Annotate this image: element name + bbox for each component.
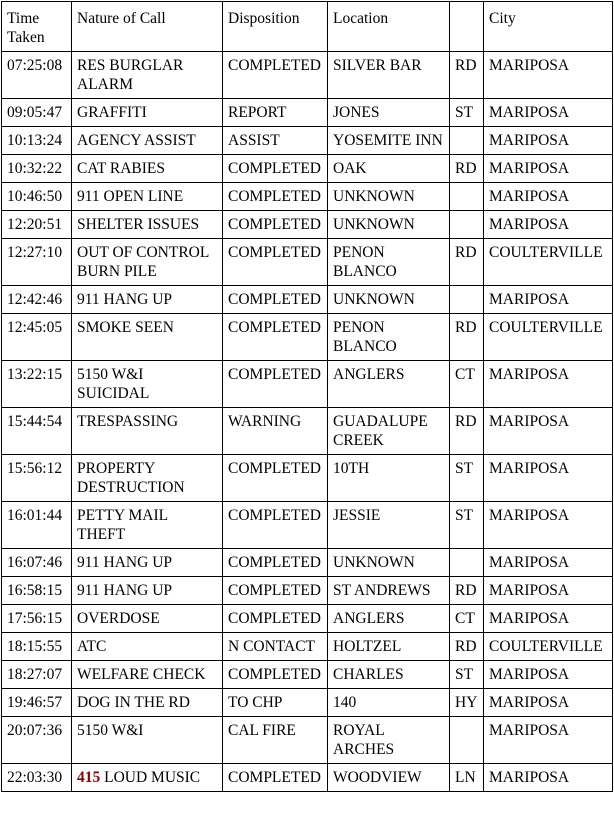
table-row	[2, 52, 613, 99]
call-text: OVERDOSE	[77, 610, 160, 627]
time-cell: 12:20:51	[2, 211, 72, 239]
suffix-cell: CT	[450, 605, 484, 633]
suffix-cell	[450, 183, 484, 211]
city-cell: MARIPOSA	[484, 99, 613, 127]
disposition-cell: WARNING	[223, 408, 328, 455]
nature-of-call-cell	[72, 502, 223, 549]
disposition-cell: COMPLETED	[223, 764, 328, 792]
suffix-cell: HY	[450, 689, 484, 717]
disposition-cell: COMPLETED	[223, 314, 328, 361]
city-cell: COULTERVILLE	[484, 633, 613, 661]
table-row	[2, 689, 613, 717]
call-text: LOUD MUSIC	[100, 769, 201, 786]
time-cell: 10:46:50	[2, 183, 72, 211]
time-cell: 16:07:46	[2, 549, 72, 577]
call-text: OUT OF CONTROL BURN PILE	[77, 244, 213, 280]
nature-of-call-cell	[72, 549, 223, 577]
call-text: PROPERTY DESTRUCTION	[77, 460, 185, 496]
location-cell: UNKNOWN	[328, 286, 450, 314]
time-cell: 16:58:15	[2, 577, 72, 605]
table-row	[2, 211, 613, 239]
city-cell: MARIPOSA	[484, 661, 613, 689]
header-suffix	[450, 2, 484, 52]
header-city: City	[484, 2, 613, 52]
location-cell: GUADALUPE CREEK	[328, 408, 450, 455]
call-text: WELFARE CHECK	[77, 666, 206, 683]
suffix-cell: RD	[450, 633, 484, 661]
location-cell: 140	[328, 689, 450, 717]
table-row	[2, 633, 613, 661]
location-cell: PENON BLANCO	[328, 314, 450, 361]
city-cell: MARIPOSA	[484, 717, 613, 764]
location-cell: UNKNOWN	[328, 211, 450, 239]
call-text: AGENCY ASSIST	[77, 132, 196, 149]
disposition-cell: COMPLETED	[223, 577, 328, 605]
nature-of-call-cell	[72, 577, 223, 605]
disposition-cell: N CONTACT	[223, 633, 328, 661]
call-text: SMOKE SEEN	[77, 319, 174, 336]
call-text: 5150 W&I SUICIDAL	[77, 366, 150, 402]
city-cell: MARIPOSA	[484, 689, 613, 717]
table-row	[2, 155, 613, 183]
call-text: 911 HANG UP	[77, 582, 173, 599]
call-text: 911 HANG UP	[77, 554, 173, 571]
suffix-cell: RD	[450, 577, 484, 605]
table-row	[2, 577, 613, 605]
call-text: DOG IN THE RD	[77, 694, 190, 711]
suffix-cell: ST	[450, 661, 484, 689]
location-cell: JONES	[328, 99, 450, 127]
city-cell: MARIPOSA	[484, 211, 613, 239]
city-cell: MARIPOSA	[484, 502, 613, 549]
location-cell: 10TH	[328, 455, 450, 502]
city-cell: MARIPOSA	[484, 577, 613, 605]
nature-of-call-cell	[72, 99, 223, 127]
location-cell: OAK	[328, 155, 450, 183]
time-cell: 13:22:15	[2, 361, 72, 408]
disposition-cell: COMPLETED	[223, 183, 328, 211]
disposition-cell: COMPLETED	[223, 661, 328, 689]
table-row	[2, 717, 613, 764]
call-text: ATC	[77, 638, 107, 655]
suffix-cell: ST	[450, 455, 484, 502]
nature-of-call-cell	[72, 633, 223, 661]
nature-of-call-cell	[72, 455, 223, 502]
nature-of-call-cell	[72, 661, 223, 689]
suffix-cell: RD	[450, 155, 484, 183]
call-text: 911 HANG UP	[77, 291, 173, 308]
city-cell: MARIPOSA	[484, 127, 613, 155]
time-cell: 16:01:44	[2, 502, 72, 549]
disposition-cell: COMPLETED	[223, 605, 328, 633]
time-cell: 17:56:15	[2, 605, 72, 633]
city-cell: MARIPOSA	[484, 52, 613, 99]
nature-of-call-cell	[72, 689, 223, 717]
time-cell: 18:27:07	[2, 661, 72, 689]
suffix-cell: RD	[450, 52, 484, 99]
header-disposition: Disposition	[223, 2, 328, 52]
table-row	[2, 183, 613, 211]
suffix-cell: ST	[450, 502, 484, 549]
city-cell: MARIPOSA	[484, 549, 613, 577]
table-row	[2, 239, 613, 286]
table-row	[2, 455, 613, 502]
table-row	[2, 549, 613, 577]
table-row	[2, 361, 613, 408]
location-cell: YOSEMITE INN	[328, 127, 450, 155]
nature-of-call-cell	[72, 408, 223, 455]
table-row	[2, 314, 613, 361]
city-cell: MARIPOSA	[484, 455, 613, 502]
call-text: TRESPASSING	[77, 413, 179, 430]
table-row	[2, 127, 613, 155]
disposition-cell: COMPLETED	[223, 361, 328, 408]
header-time-taken: Time Taken	[2, 2, 72, 52]
table-row	[2, 661, 613, 689]
location-cell: UNKNOWN	[328, 183, 450, 211]
location-cell: UNKNOWN	[328, 549, 450, 577]
call-text: PETTY MAIL THEFT	[77, 507, 172, 543]
call-text: 5150 W&I	[77, 722, 144, 739]
location-cell: PENON BLANCO	[328, 239, 450, 286]
nature-of-call-cell	[72, 605, 223, 633]
suffix-cell: RD	[450, 408, 484, 455]
suffix-cell: LN	[450, 764, 484, 792]
table-row	[2, 764, 613, 792]
nature-of-call-cell	[72, 183, 223, 211]
nature-of-call-cell	[72, 717, 223, 764]
disposition-cell: COMPLETED	[223, 502, 328, 549]
disposition-cell: COMPLETED	[223, 286, 328, 314]
suffix-cell: ST	[450, 99, 484, 127]
call-text: CAT RABIES	[77, 160, 165, 177]
disposition-cell: COMPLETED	[223, 52, 328, 99]
location-cell: HOLTZEL	[328, 633, 450, 661]
location-cell: ROYAL ARCHES	[328, 717, 450, 764]
disposition-cell: COMPLETED	[223, 211, 328, 239]
call-log-table	[1, 1, 613, 792]
table-row	[2, 99, 613, 127]
call-code-highlight: 415	[77, 769, 101, 786]
disposition-cell: COMPLETED	[223, 455, 328, 502]
time-cell: 19:46:57	[2, 689, 72, 717]
disposition-cell: REPORT	[223, 99, 328, 127]
call-text: RES BURGLAR ALARM	[77, 57, 187, 93]
nature-of-call-cell	[72, 314, 223, 361]
city-cell: MARIPOSA	[484, 361, 613, 408]
time-cell: 12:42:46	[2, 286, 72, 314]
header-nature-of-call: Nature of Call	[72, 2, 223, 52]
call-text: GRAFFITI	[77, 104, 147, 121]
table-row	[2, 286, 613, 314]
call-text: SHELTER ISSUES	[77, 216, 200, 233]
time-cell: 07:25:08	[2, 52, 72, 99]
nature-of-call-cell	[72, 239, 223, 286]
disposition-cell: TO CHP	[223, 689, 328, 717]
disposition-cell: ASSIST	[223, 127, 328, 155]
time-cell: 10:13:24	[2, 127, 72, 155]
suffix-cell	[450, 286, 484, 314]
table-row	[2, 502, 613, 549]
nature-of-call-cell	[72, 211, 223, 239]
time-cell: 15:44:54	[2, 408, 72, 455]
time-cell: 10:32:22	[2, 155, 72, 183]
disposition-cell: COMPLETED	[223, 239, 328, 286]
nature-of-call-cell	[72, 286, 223, 314]
time-cell: 15:56:12	[2, 455, 72, 502]
city-cell: MARIPOSA	[484, 605, 613, 633]
location-cell: SILVER BAR	[328, 52, 450, 99]
city-cell: COULTERVILLE	[484, 239, 613, 286]
location-cell: ANGLERS	[328, 605, 450, 633]
header-location: Location	[328, 2, 450, 52]
nature-of-call-cell	[72, 52, 223, 99]
suffix-cell	[450, 717, 484, 764]
disposition-cell: CAL FIRE	[223, 717, 328, 764]
location-cell: WOODVIEW	[328, 764, 450, 792]
city-cell: MARIPOSA	[484, 764, 613, 792]
time-cell: 18:15:55	[2, 633, 72, 661]
header-row	[2, 2, 613, 52]
city-cell: MARIPOSA	[484, 183, 613, 211]
disposition-cell: COMPLETED	[223, 155, 328, 183]
suffix-cell	[450, 211, 484, 239]
suffix-cell	[450, 127, 484, 155]
city-cell: MARIPOSA	[484, 155, 613, 183]
city-cell: MARIPOSA	[484, 408, 613, 455]
time-cell: 09:05:47	[2, 99, 72, 127]
city-cell: COULTERVILLE	[484, 314, 613, 361]
time-cell: 12:45:05	[2, 314, 72, 361]
disposition-cell: COMPLETED	[223, 549, 328, 577]
time-cell: 12:27:10	[2, 239, 72, 286]
call-text: 911 OPEN LINE	[77, 188, 184, 205]
table-row	[2, 605, 613, 633]
nature-of-call-cell	[72, 127, 223, 155]
time-cell: 20:07:36	[2, 717, 72, 764]
suffix-cell	[450, 549, 484, 577]
suffix-cell: RD	[450, 239, 484, 286]
time-cell: 22:03:30	[2, 764, 72, 792]
city-cell: MARIPOSA	[484, 286, 613, 314]
location-cell: CHARLES	[328, 661, 450, 689]
nature-of-call-cell	[72, 361, 223, 408]
nature-of-call-cell	[72, 764, 223, 792]
location-cell: JESSIE	[328, 502, 450, 549]
suffix-cell: RD	[450, 314, 484, 361]
table-row	[2, 408, 613, 455]
suffix-cell: CT	[450, 361, 484, 408]
nature-of-call-cell	[72, 155, 223, 183]
location-cell: ST ANDREWS	[328, 577, 450, 605]
location-cell: ANGLERS	[328, 361, 450, 408]
